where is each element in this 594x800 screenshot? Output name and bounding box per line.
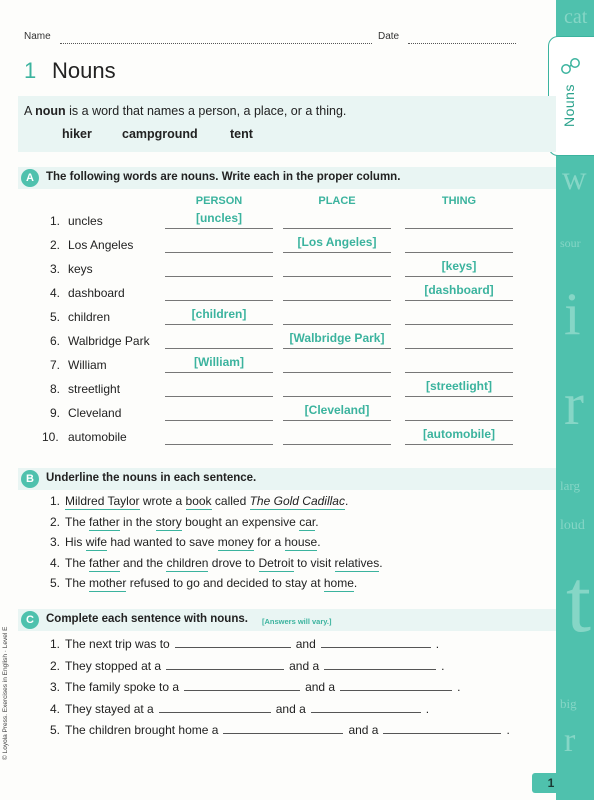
sentence-text: for a [253,535,285,549]
sentence [50,535,321,549]
sentence-text: drove to [208,555,259,570]
column-header-person: PERSON [195,195,243,207]
sentence-text: and a [348,723,379,737]
fill-in-blank[interactable] [175,636,291,648]
answer-line[interactable] [283,396,391,397]
item-word: keys [68,262,93,276]
item-word: Los Angeles [68,238,134,252]
item-number: 5. [50,310,61,324]
item-number: 8. [50,382,61,396]
section-a-badge: A [21,169,39,187]
page-number: 1 [532,773,570,793]
answer-line[interactable] [165,420,273,421]
sentence [50,701,429,716]
item-word: Walbridge Park [68,334,150,348]
chapter-tab-label: Nouns [561,84,577,127]
decor-letter: larg [560,478,580,493]
date-line[interactable] [408,42,516,44]
sentence-text: and the [119,555,167,570]
answer-line[interactable] [405,420,513,421]
item-number: 4. [50,286,61,300]
sentence-text: to visit [293,555,335,570]
sentence-text: . [506,723,510,737]
answer-line[interactable] [283,300,391,301]
underlined-noun: mother [89,576,127,590]
sentence-text: . [317,535,321,549]
sentence-text: The [65,576,90,590]
answer-line[interactable] [165,372,273,373]
decor-letter: t [566,552,592,651]
section-b-badge: B [21,470,39,488]
fill-in-blank[interactable] [166,658,284,670]
answer-line[interactable] [405,444,513,445]
answer-text: [keys] [441,259,477,273]
copyright-note: © Loyola Press. Exercises in English · Level E [2,626,9,760]
answer-line[interactable] [405,252,513,253]
item-word: streetlight [68,382,121,396]
sentence [50,515,319,529]
underlined-noun: house [284,535,318,549]
sentence-text: had wanted to save [107,535,218,549]
sentence-text: wrote a [139,494,186,508]
sentence-text: They stayed at a [65,701,154,716]
sentence-text: in the [119,514,156,529]
item-number: 1. [50,494,61,508]
sentence-text: . [457,680,461,694]
sentence-text: The [65,555,90,570]
item-number: 1. [50,637,61,651]
sentence-text: The [65,514,90,529]
answer-line[interactable] [405,348,513,349]
decor-letter: sour [560,236,581,250]
answer-line[interactable] [283,348,391,349]
sentence-text: called [211,494,250,508]
fill-in-blank[interactable] [184,679,300,691]
answer-line[interactable] [405,396,513,397]
item-number: 5. [50,723,61,737]
answer-line[interactable] [283,324,391,325]
item-number: 3. [50,535,61,549]
answer-line[interactable] [165,228,273,229]
sentence-text: bought an expensive [181,514,300,529]
answer-text: [dashboard] [424,283,494,297]
answer-line[interactable] [283,252,391,253]
sentence-text: and [295,637,316,651]
underlined-noun: relatives [334,555,380,570]
underlined-noun: story [155,514,182,529]
sentence [50,556,383,570]
page-title: Nouns [52,58,116,83]
lesson-number: 1 [24,58,37,83]
item-number: 10. [42,430,59,444]
item-word: children [68,310,111,324]
name-line[interactable] [60,42,372,44]
answer-text: [William] [194,355,244,369]
underlined-noun: book [185,494,212,508]
sentence-text: His [65,535,86,549]
sentence-text: They stopped at a [65,658,162,673]
underlined-noun: wife [85,535,108,549]
item-number: 4. [50,555,61,570]
section-a-instruction: The following words are nouns. Write each in the proper column. [46,171,401,183]
item-number: 3. [50,262,61,276]
fill-in-blank[interactable] [340,679,452,691]
answer-line[interactable] [405,372,513,373]
sentence-text: . [435,637,440,651]
sentence [50,722,510,737]
decor-letter: r [564,722,576,759]
decor-letter: r [564,371,584,437]
decor-letter: big [560,696,577,711]
underlined-noun: money [217,535,254,549]
sentence [50,679,460,694]
sentence-text: The family spoke to a [65,680,180,694]
fill-in-blank[interactable] [321,636,431,648]
answer-line[interactable] [283,228,391,229]
sentence-text: . [344,494,349,508]
name-label: Name [24,31,51,42]
item-number: 6. [50,334,61,348]
glasses-icon [560,55,582,77]
underlined-noun: Mildred Taylor [65,494,140,508]
item-word: dashboard [68,286,125,300]
sentence-text: The children brought home a [65,723,219,737]
definition-text: A noun is a word that names a person, a place, or a thing. [24,104,347,118]
answer-line[interactable] [165,324,273,325]
answer-line[interactable] [165,444,273,445]
underlined-noun: father [89,514,120,529]
sentence-text: and a [275,701,306,716]
underlined-noun: Detroit [258,555,294,570]
sentence [50,576,357,590]
item-number: 5. [50,576,61,590]
underlined-noun: The Gold Cadillac [249,494,345,508]
sentence-text: and a [289,658,320,673]
item-word: William [68,358,107,372]
answer-line[interactable] [165,348,273,349]
example-word: campground [122,127,198,141]
section-c-note: [Answers will vary.] [262,617,332,626]
answer-text: [Los Angeles] [297,235,377,249]
sentence [50,636,439,651]
sentence-text: . [315,514,319,529]
item-number: 1. [50,214,61,228]
answer-line[interactable] [283,444,391,445]
answer-text: [children] [191,307,247,321]
decor-letter: cat [564,6,588,28]
answer-line[interactable] [165,252,273,253]
answer-line[interactable] [405,300,513,301]
item-number: 9. [50,406,61,420]
sentence-text: . [441,658,445,673]
underlined-noun: children [166,555,209,570]
decor-letter: loud [560,518,585,533]
section-c-badge: C [21,611,39,629]
answer-line[interactable] [405,324,513,325]
sentence-text: The next trip was to [65,637,170,651]
item-word: Cleveland [68,406,122,420]
item-number: 2. [50,238,61,252]
section-b-instruction: Underline the nouns in each sentence. [46,472,257,484]
definition-term: noun [35,104,66,118]
sentence [50,494,348,508]
underlined-noun: car [299,514,316,529]
answer-line[interactable] [283,420,391,421]
fill-in-blank[interactable] [324,658,436,670]
item-word: uncles [68,214,103,228]
sentence-text: . [379,555,383,570]
answer-line[interactable] [405,228,513,229]
answer-text: [Walbridge Park] [289,331,385,345]
section-c-instruction: Complete each sentence with nouns. [46,613,248,625]
answer-line[interactable] [165,276,273,277]
answer-text: [uncles] [195,211,242,225]
fill-in-blank[interactable] [159,701,271,713]
sentence-text: . [425,701,430,716]
answer-line[interactable] [165,396,273,397]
sentence-text: and a [305,680,336,694]
item-number: 4. [50,701,61,716]
item-word: automobile [68,430,127,444]
answer-text: [Cleveland] [304,403,370,417]
answer-line[interactable] [405,276,513,277]
answer-text: [automobile] [423,427,495,441]
fill-in-blank[interactable] [383,722,501,734]
fill-in-blank[interactable] [223,722,343,734]
underlined-noun: home [323,576,354,590]
decor-letter: w [562,160,587,197]
underlined-noun: father [89,555,120,570]
item-number: 2. [50,514,61,529]
decor-letter: i [564,281,581,347]
sentence [50,658,444,673]
fill-in-blank[interactable] [311,701,421,713]
sentence-text: refused to go and decided to stay at [126,576,324,590]
item-number: 3. [50,680,61,694]
answer-line[interactable] [283,372,391,373]
item-number: 2. [50,658,61,673]
column-header-thing: THING [441,195,477,207]
example-word: tent [230,127,253,141]
date-label: Date [378,31,400,42]
item-number: 7. [50,358,61,372]
sentence-text: . [353,576,358,590]
answer-text: [streetlight] [426,379,492,393]
answer-line[interactable] [283,276,391,277]
answer-line[interactable] [165,300,273,301]
column-header-place: PLACE [318,195,356,207]
example-word: hiker [62,127,92,141]
